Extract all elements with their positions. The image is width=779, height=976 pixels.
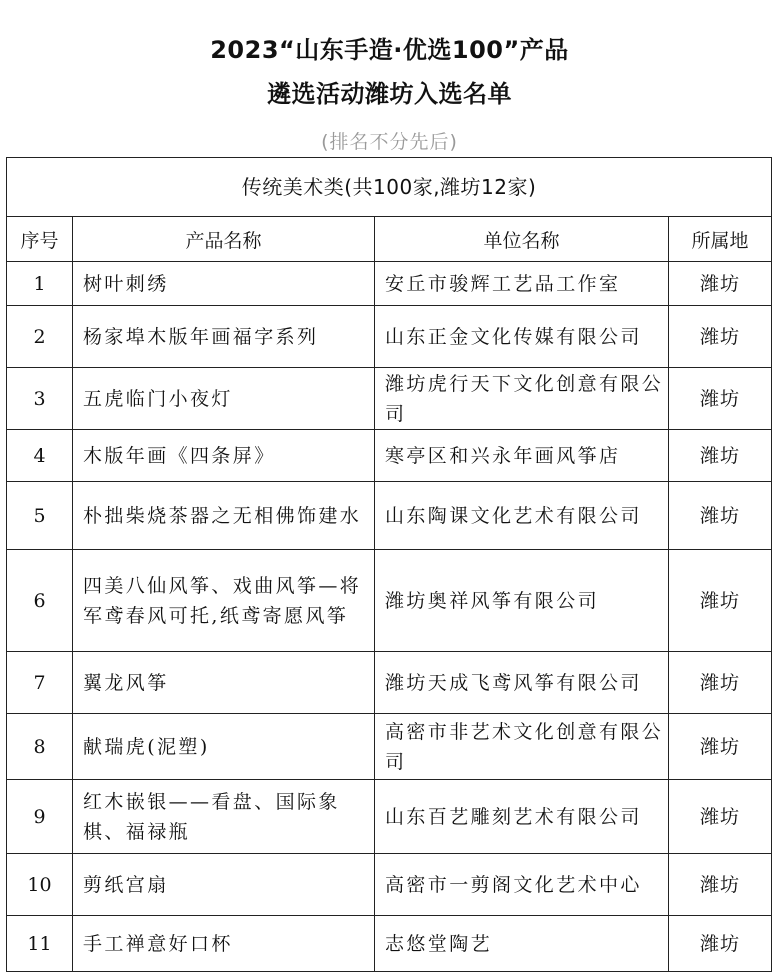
row-product: 五虎临门小夜灯 [73,368,375,430]
table-header-row [7,217,772,262]
table-row [7,714,772,780]
row-unit: 潍坊天成飞鸢风筝有限公司 [375,652,669,714]
table-row [7,780,772,854]
row-no: 7 [7,652,73,714]
row-product: 朴拙柴烧茶器之无相佛饰建水 [73,482,375,550]
row-no: 5 [7,482,73,550]
row-location: 潍坊 [669,714,772,780]
table-row [7,652,772,714]
document-title-line-2: 遴选活动潍坊入选名单 [267,80,512,108]
row-product: 翼龙风筝 [73,652,375,714]
row-location: 潍坊 [669,430,772,482]
row-location: 潍坊 [669,854,772,916]
row-location: 潍坊 [669,550,772,652]
row-no: 6 [7,550,73,652]
table-row [7,368,772,430]
row-no: 8 [7,714,73,780]
row-unit: 山东百艺雕刻艺术有限公司 [375,780,669,854]
table-row [7,854,772,916]
row-no: 3 [7,368,73,430]
row-location: 潍坊 [669,482,772,550]
row-product: 树叶刺绣 [73,262,375,306]
row-no: 2 [7,306,73,368]
category-heading: 传统美术类(共100家,潍坊12家) [7,158,772,217]
table-row [7,262,772,306]
row-location: 潍坊 [669,306,772,368]
row-no: 4 [7,430,73,482]
header-product: 产品名称 [73,217,375,262]
row-unit: 山东陶课文化艺术有限公司 [375,482,669,550]
row-unit: 安丘市骏辉工艺品工作室 [375,262,669,306]
document-title-line-1: 2023“山东手造·优选100”产品 [210,36,569,64]
row-location: 潍坊 [669,652,772,714]
row-no: 10 [7,854,73,916]
row-location: 潍坊 [669,780,772,854]
table-row [7,550,772,652]
row-location: 潍坊 [669,262,772,306]
row-product: 四美八仙风筝、戏曲风筝—将军鸢春风可托,纸鸢寄愿风筝 [73,550,375,652]
header-unit: 单位名称 [375,217,669,262]
row-product: 手工禅意好口杯 [73,916,375,972]
row-product: 木版年画《四条屏》 [73,430,375,482]
row-unit: 寒亭区和兴永年画风筝店 [375,430,669,482]
row-unit: 高密市一剪阁文化艺术中心 [375,854,669,916]
row-unit: 山东正金文化传媒有限公司 [375,306,669,368]
row-product: 杨家埠木版年画福字系列 [73,306,375,368]
row-product: 献瑞虎(泥塑) [73,714,375,780]
row-unit: 潍坊虎行天下文化创意有限公司 [375,368,669,430]
row-product: 红木嵌银——看盘、国际象棋、福禄瓶 [73,780,375,854]
row-no: 1 [7,262,73,306]
row-unit: 志悠堂陶艺 [375,916,669,972]
row-product: 剪纸宫扇 [73,854,375,916]
selection-list-table [6,157,772,972]
table-row [7,482,772,550]
row-unit: 潍坊奥祥风筝有限公司 [375,550,669,652]
row-location: 潍坊 [669,368,772,430]
table-row [7,916,772,972]
table-row [7,306,772,368]
document-subtitle: (排名不分先后) [321,131,458,153]
header-location: 所属地 [669,217,772,262]
header-no: 序号 [7,217,73,262]
row-unit: 高密市非艺术文化创意有限公司 [375,714,669,780]
table-row [7,430,772,482]
row-no: 11 [7,916,73,972]
row-location: 潍坊 [669,916,772,972]
row-no: 9 [7,780,73,854]
